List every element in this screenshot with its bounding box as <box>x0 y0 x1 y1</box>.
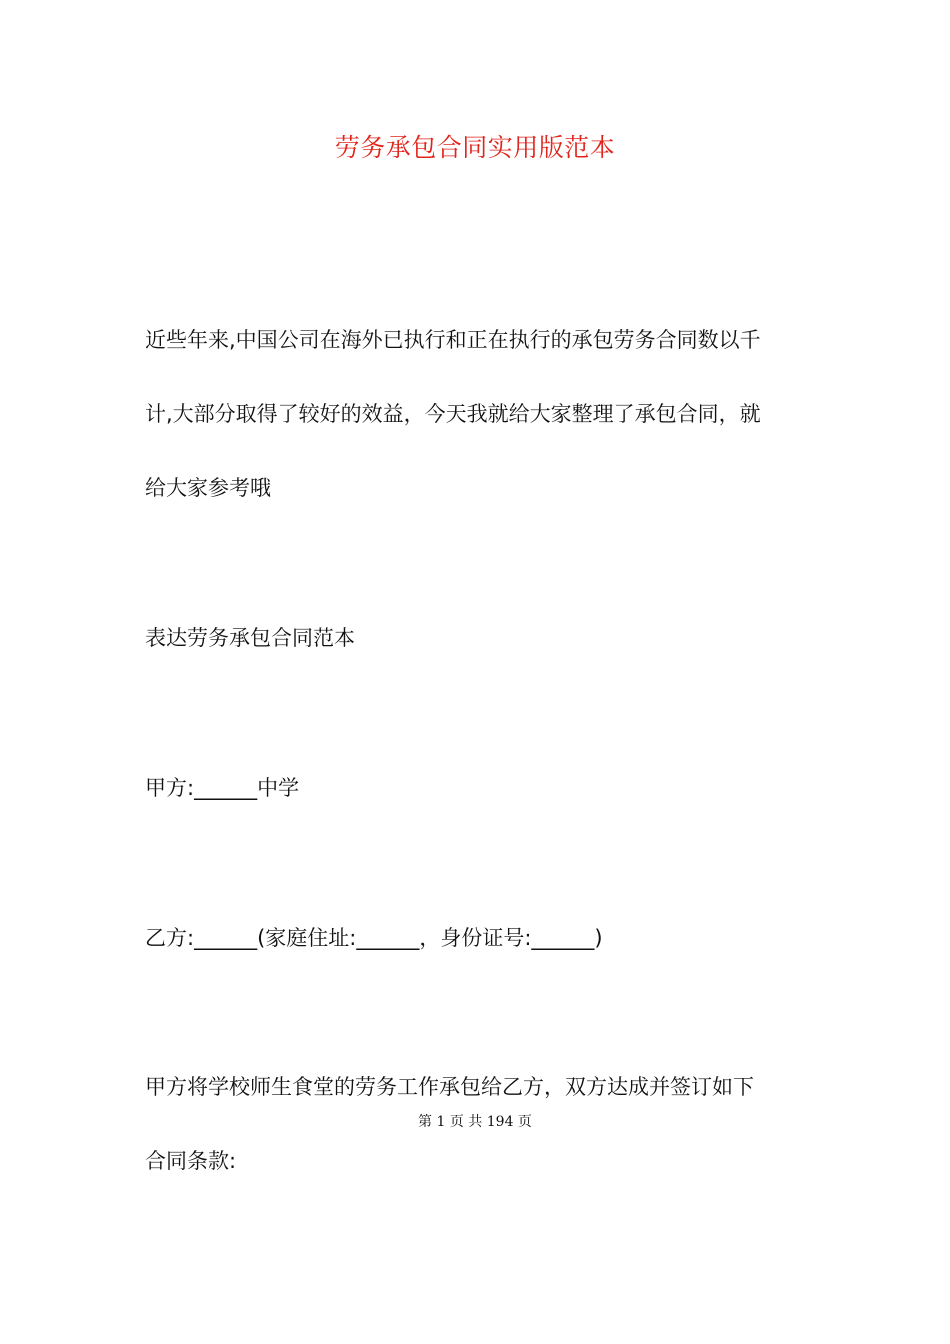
party-b-line: 乙方:______(家庭住址:______，身份证号:______) <box>145 926 603 950</box>
intro-line-1: 近些年来,中国公司在海外已执行和正在执行的承包劳务合同数以千 <box>145 328 761 352</box>
party-a-line: 甲方:______中学 <box>145 776 300 800</box>
page-number-footer <box>0 1112 950 1132</box>
section-subtitle: 表达劳务承包合同范本 <box>145 626 355 650</box>
page-number-text: 第 1 页 共 194 页 <box>418 1114 532 1130</box>
intro-line-3: 给大家参考哦 <box>145 476 271 500</box>
clause-line-2: 合同条款: <box>145 1149 237 1173</box>
intro-line-2: 计,大部分取得了较好的效益，今天我就给大家整理了承包合同，就 <box>145 402 761 426</box>
clause-line-1: 甲方将学校师生食堂的劳务工作承包给乙方，双方达成并签订如下 <box>145 1075 754 1099</box>
document-title: 劳务承包合同实用版范本 <box>334 133 616 162</box>
